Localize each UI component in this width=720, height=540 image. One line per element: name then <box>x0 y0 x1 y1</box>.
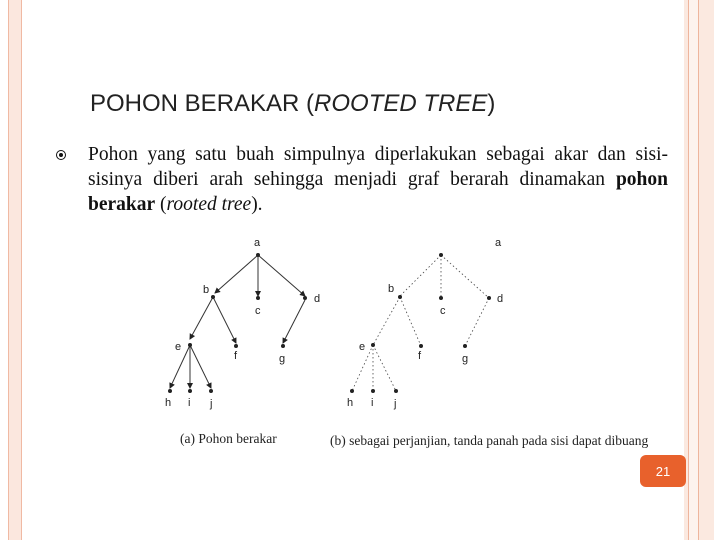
tree-a-label-f: f <box>234 350 238 362</box>
slide-title <box>90 90 495 118</box>
title-italic: ROOTED TREE <box>314 90 488 117</box>
tree-a-label-j: j <box>210 398 213 410</box>
title-suffix: ) <box>487 90 496 117</box>
tree-b-label-b: b <box>388 283 395 295</box>
bullet-text <box>88 142 668 217</box>
tree-b-label-c: c <box>440 305 446 317</box>
tree-a-label-b: b <box>203 284 210 296</box>
bullet-text-1: Pohon yang satu buah simpulnya diperlakukan sebagai akar dan sisi-sisinya diberi arah sehingga menjadi graf berarah dinamakan <box>88 144 668 190</box>
tree-a-label-g: g <box>279 353 286 365</box>
tree-b-label-e: e <box>359 341 366 353</box>
caption-a: (a) Pohon berakar <box>180 431 277 446</box>
left-frame-border <box>8 0 22 540</box>
tree-a-label-i: i <box>188 397 191 409</box>
caption-b: (b) sebagai perjanjian, tanda panah pada sisi dapat dibuang <box>330 433 649 448</box>
tree-b-label-j: j <box>394 398 397 410</box>
tree-a-label-d: d <box>314 293 321 305</box>
tree-a <box>165 237 320 410</box>
tree-b-label-f: f <box>418 350 422 362</box>
bullet-bold-term: pohon berakar <box>88 169 668 215</box>
tree-b <box>347 237 503 410</box>
tree-a-label-c: c <box>255 305 261 317</box>
bullet-icon <box>56 150 66 160</box>
tree-b-label-a: a <box>495 237 502 249</box>
bullet-text-3: ). <box>251 194 263 215</box>
bullet-text-2: ( <box>155 194 167 215</box>
tree-b-label-g: g <box>462 353 469 365</box>
right-frame-border <box>684 0 714 540</box>
tree-b-label-d: d <box>497 293 504 305</box>
tree-a-label-h: h <box>165 397 172 409</box>
bullet-point <box>56 142 668 217</box>
tree-figure <box>150 228 530 438</box>
bullet-italic-term: rooted tree <box>166 194 252 215</box>
tree-a-label-e: e <box>175 341 182 353</box>
tree-b-label-h: h <box>347 397 354 409</box>
title-prefix: POHON BERAKAR ( <box>90 90 315 117</box>
page-number-badge: 21 <box>640 455 686 487</box>
tree-b-label-i: i <box>371 397 374 409</box>
tree-a-label-a: a <box>254 237 261 249</box>
